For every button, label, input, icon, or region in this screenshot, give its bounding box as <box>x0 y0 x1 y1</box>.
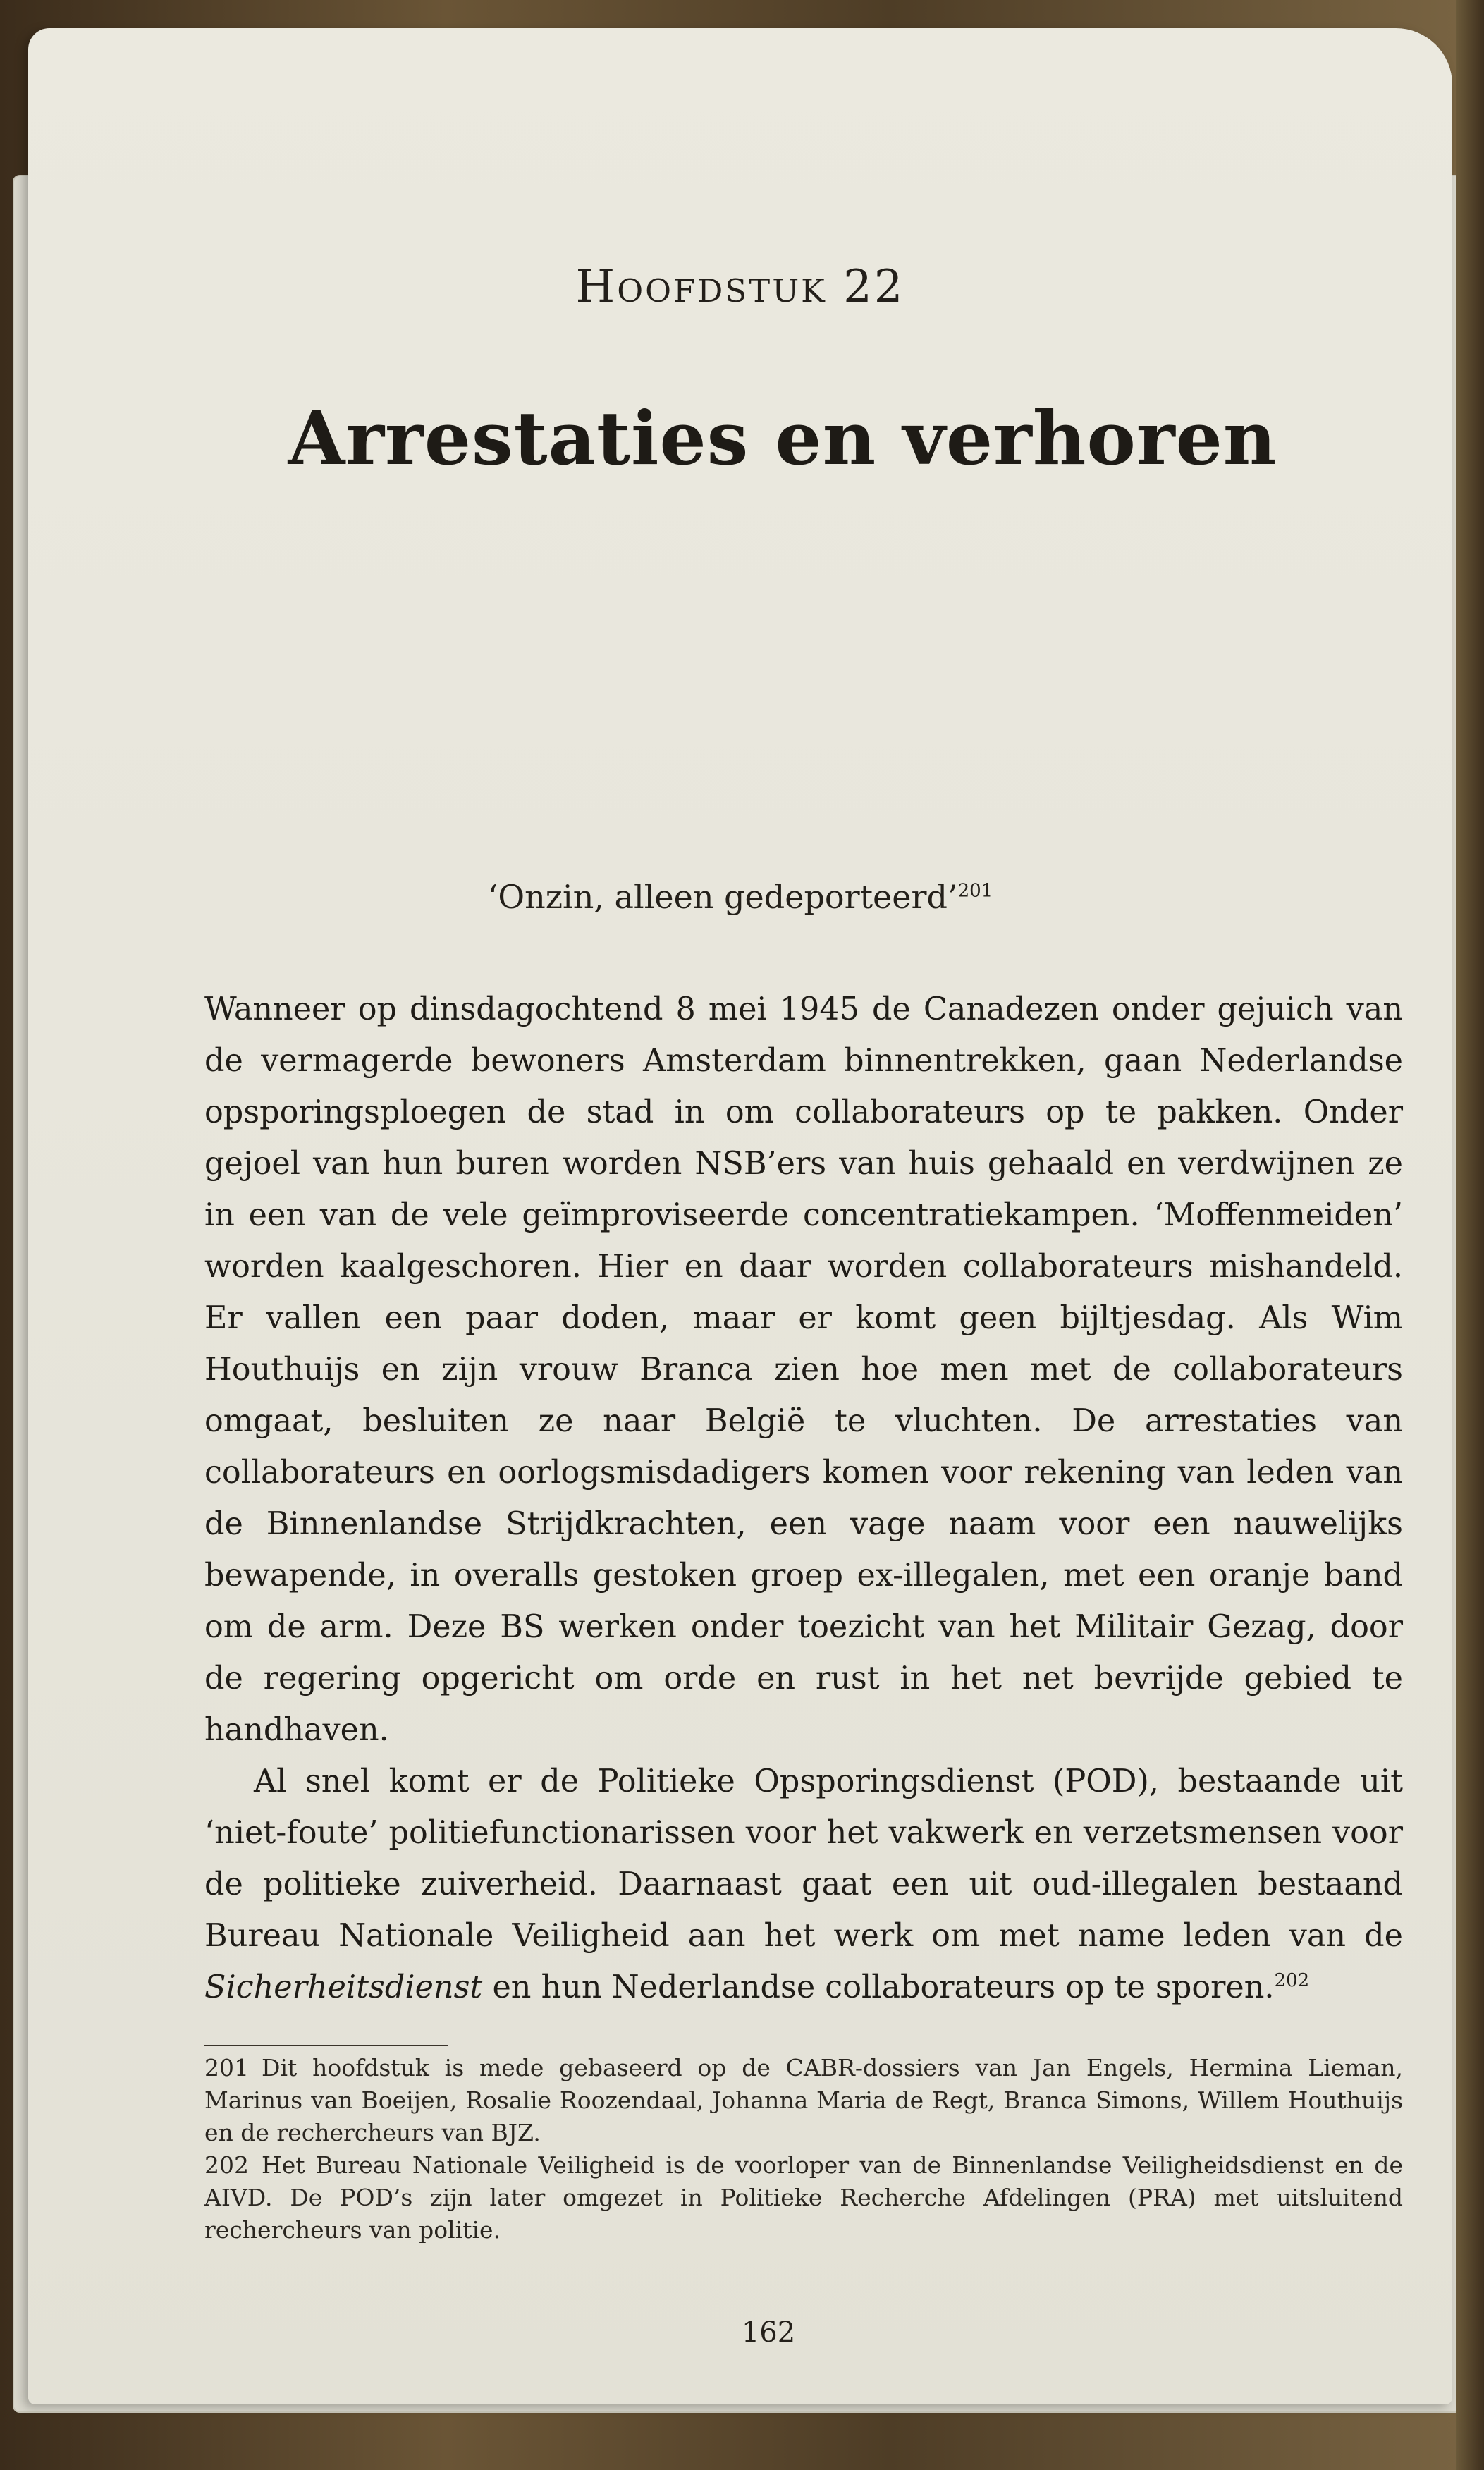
footnotes <box>204 2052 1403 2246</box>
book-page <box>28 28 1452 2404</box>
footnote-text: Dit hoofdstuk is mede gebaseerd op de CABR-dossiers van Jan Engels, Hermina Lieman, Marinus van Boeijen, Rosalie Roozendaal, Johanna Maria de Regt, Branca Simons, Willem Houthuijs en de rechercheurs van BJZ. <box>204 2054 1403 2146</box>
footnote-201 <box>204 2052 1403 2149</box>
page-number: 162 <box>741 2316 796 2349</box>
paragraph-2 <box>204 1756 1403 2013</box>
footnote-number: 201 <box>204 2054 249 2081</box>
paragraph-2-text-b: en hun Nederlandse collaborateurs op te sporen. <box>482 1969 1275 2005</box>
paragraph-2-note-ref: 202 <box>1274 1970 1310 1992</box>
paragraph-2-italic: Sicherheitsdienst <box>204 1969 483 2005</box>
paragraph-1: Wanneer op dinsdagochtend 8 mei 1945 de Canadezen onder gejuich van de vermagerde bewoners Amsterdam binnentrekken, gaan Nederlandse opsporingsploegen de stad in om collaborateurs op te pakken. Onder gejoel van hun buren worden NSB’ers van huis gehaald en verdwijnen ze in een van de vele geïmproviseerde concentratiekampen. ‘Moffenmeiden’ worden kaalgeschoren. Hier en daar worden collaborateurs mishandeld. Er vallen een paar doden, maar er komt geen bijltjesdag. Als Wim Houthuijs en zijn vrouw Branca zien hoe men met de collaborateurs omgaat, besluiten ze naar België te vluchten. De arrestaties van collaborateurs en oorlogsmisdadigers komen voor rekening van leden van de Binnenlandse Strijdkrachten, een vage naam voor een nauwelijks bewapende, in overalls gestoken groep ex-illegalen, met een oranje band om de arm. Deze BS werken onder toezicht van het Militair Gezag, door de regering opgericht om orde en rust in het net bevrijde gebied te handhaven. <box>204 991 1403 1748</box>
epigraph-note-ref: 201 <box>957 880 993 902</box>
chapter-label: Hoofdstuk 22 <box>575 261 905 313</box>
chapter-title: Arrestaties en verhoren <box>288 395 1277 482</box>
facing-page-edge <box>1456 0 1484 2470</box>
epigraph-text: ‘Onzin, alleen gedeporteerd’ <box>487 878 958 916</box>
paragraph-2-text-a: Al snel komt er de Politieke Opsporingsdienst (POD), bestaande uit ‘niet-foute’ politiefunctionarissen voor het vakwerk en verzetsmensen voor de politieke zuiverheid. Daarnaast gaat een uit oud-illegalen bestaand Bureau Nationale Veiligheid aan het werk om met name leden van de <box>204 1763 1403 1954</box>
epigraph <box>28 878 1452 916</box>
footnote-number: 202 <box>204 2151 249 2179</box>
footnote-divider <box>204 2045 448 2046</box>
footnote-text: Het Bureau Nationale Veiligheid is de voorloper van de Binnenlandse Veiligheidsdienst en de AIVD. De POD’s zijn later omgezet in Politieke Recherche Afdelingen (PRA) met uitsluitend rechercheurs van politie. <box>204 2151 1403 2244</box>
footnote-202 <box>204 2149 1403 2246</box>
body-text <box>204 984 1403 2013</box>
